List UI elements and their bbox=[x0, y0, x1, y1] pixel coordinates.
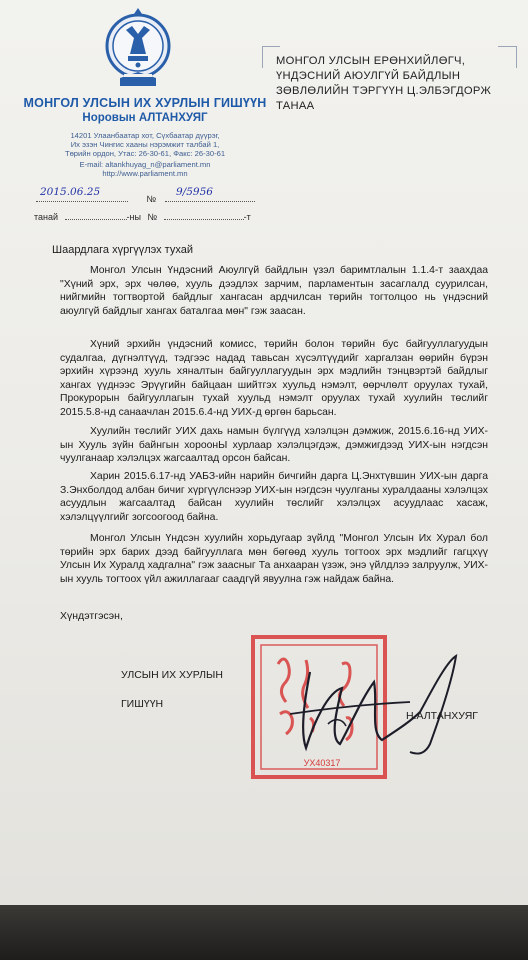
recipient-line: ҮНДЭСНИЙ АЮУЛГҮЙ БАЙДЛЫН bbox=[276, 70, 461, 82]
subject-line: Шаардлага хүргүүлэх тухай bbox=[52, 244, 193, 256]
photo-background bbox=[0, 905, 528, 960]
signatory-title-line2: ГИШҮҮН bbox=[121, 698, 164, 710]
recipient-line: ЗӨВЛӨЛИЙН ТЭРГҮҮН Ц.ЭЛБЭГДОРЖ bbox=[276, 85, 492, 97]
sender-organization: МОНГОЛ УЛСЫН ИХ ХУРЛЫН ГИШҮҮН bbox=[23, 96, 267, 110]
corner-mark bbox=[262, 46, 263, 68]
recipient-line: ТАНАА bbox=[276, 100, 315, 112]
signatory-name: Н.АЛТАНХУЯГ bbox=[406, 710, 478, 722]
reply-suffix: -ны bbox=[126, 212, 141, 222]
body-paragraph: Хүний эрхийн үндэсний комисс, төрийн болон төрийн бус байгууллагуудын судалгаа, дүгнэлтүүд, тэдгээс надад тавьсан хүсэлтүүдийг харгалзан өөрийн бүрэн эрхийн хүрээнд хууль хяналтын байгууллагуудын эрх мэдлийн тэнцвэртэй байдлыг хангах үүднээс Эрүүгийн байцаан шийтгэх хуульд нэмэлт, өөрчлөлт оруулах тухай, Прокурорын байгууллагын тухай хуульд нэмэлт оруулах тухай хуулийн төслийг 2015.5.8-нд санаачлан 2015.6.4-нд УИХ-д өргөн барьсан. bbox=[60, 339, 488, 418]
number-symbol: № bbox=[146, 194, 157, 204]
handwritten-signature bbox=[270, 652, 460, 762]
recipient-block bbox=[276, 54, 516, 114]
body-paragraph: Монгол Улсын Үндсэн хуулийн хорьдугаар зүйлд "Монгол Улсын Их Хурал бол төрийн эрх барих дээд байгууллага мөн бөгөөд хууль тогтоох эрх мэдлийг гагцхүү Улсын Их Хуралд хадгална" гэж заасныг Та анхааран үзэж, энэ үйлдлээ залруулж, УИХ-ын хууль тогтоох үйл ажиллагааг саадгүй явуулна гэж найдаж байна. bbox=[60, 533, 488, 585]
reply-reference-line bbox=[34, 212, 251, 222]
website-line: http://www.parliament.mn bbox=[102, 169, 188, 178]
reply-suffix: -т bbox=[243, 212, 251, 222]
state-emblem-icon bbox=[104, 8, 172, 92]
handwritten-number: 9/5956 bbox=[176, 186, 213, 198]
body-paragraph: Хуулийн төслийг УИХ дахь намын бүлгүүд хэлэлцэн дэмжиж, 2015.6.16-нд УИХ-ын Хууль зүйн байнгын хороонЫ хурлаар хэлэлцэгдэж, дэмжигдээд УИХ-ын нэгдсэн чуулганаар хэлэлцэх жагсаалтад орсон байсан. bbox=[60, 426, 488, 464]
corner-mark bbox=[262, 46, 280, 47]
stamp-code: УХ40317 bbox=[303, 758, 341, 768]
address-line: Их эзэн Чингис хааны нэрэмжит талбай 1, bbox=[70, 140, 220, 149]
body-paragraph: Харин 2015.6.17-нд УАБЗ-ийн нарийн бичгийн дарга Ц.Энхтүвшин УИХ-ын дарга З.Энхболдод албан бичиг хүргүүлснээр УИХ-ын нэгдсэн чуулганы хуралдааны хэлэлцэх асуудлын жагсаалтад байсан хуулийн төслийг хэлэлцэх асуудлаас хасаж, хэлэлцүүлгийг зогсоогоод байна. bbox=[60, 471, 488, 523]
body-paragraph: Монгол Улсын Үндэсний Аюулгүй байдлын үзэл баримтлалын 1.1.4-т заахдаа "Хүний эрх, эрх чөлөө, хууль дээдлэх зарчим, парламентын засаглалд суурилсан, нийгмийн тогтвортой байдлыг хангасан ардчилсан төрийн тогтолцоо нь үндэсний аюулгүй байдлыг хангах баталгаа мөн" гэж заасан. bbox=[60, 265, 488, 317]
email-line: E-mail: altankhuyag_n@parliament.mn bbox=[79, 160, 211, 169]
corner-mark bbox=[516, 46, 517, 68]
corner-mark bbox=[498, 46, 516, 47]
address-line: Төрийн ордон, Утас: 26-30-61, Факс: 26-30-61 bbox=[64, 149, 226, 158]
signatory-title-line1: УЛСЫН ИХ ХУРЛЫН bbox=[121, 669, 223, 681]
closing-salutation: Хүндэтгэсэн, bbox=[60, 610, 123, 622]
reply-number-symbol: № bbox=[147, 212, 158, 222]
reply-label: танай bbox=[34, 212, 59, 222]
address-line: 14201 Улаанбаатар хот, Сүхбаатар дүүрэг, bbox=[70, 131, 220, 140]
handwritten-date: 2015.06.25 bbox=[40, 186, 101, 198]
sender-member-name: Норовын АЛТАНХУЯГ bbox=[82, 112, 208, 124]
recipient-line: МОНГОЛ УЛСЫН ЕРӨНХИЙЛӨГЧ, bbox=[276, 55, 466, 67]
